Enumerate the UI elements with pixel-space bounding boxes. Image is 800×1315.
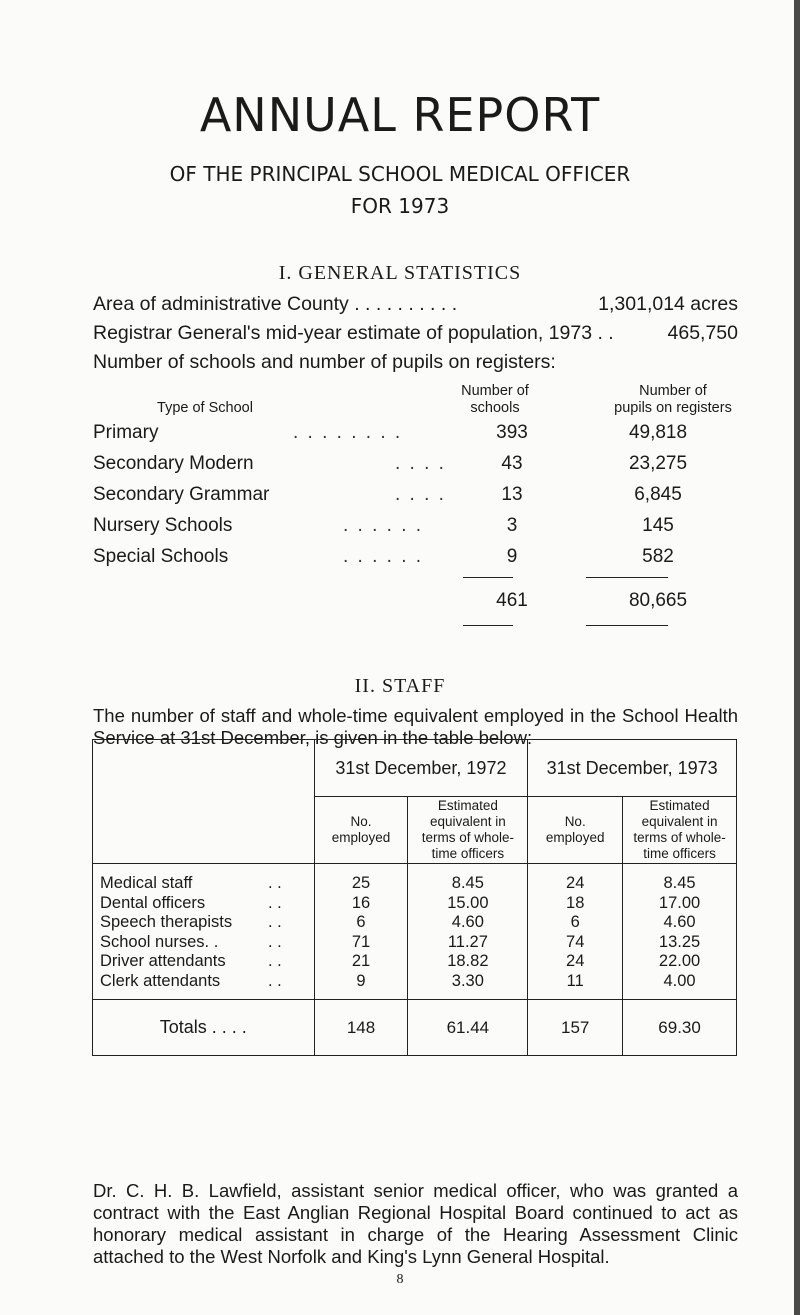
col-number-schools-line2: schools	[470, 400, 520, 416]
cell-value: 13.25	[658, 932, 701, 951]
col-no-1972	[314, 864, 408, 1000]
leader-dots: . . . .	[395, 453, 446, 474]
pupil-count: 49,818	[628, 422, 688, 443]
table-row	[100, 933, 314, 953]
col-type-of-school: Type of School	[157, 400, 253, 416]
leader-dots: . .	[268, 952, 282, 970]
cell-value: 25	[351, 874, 371, 892]
report-year: FOR 1973	[350, 194, 450, 218]
staff-label: Driver attendants	[100, 952, 226, 970]
total-eq-1972: 61.44	[408, 1000, 528, 1056]
cell-value: 18	[566, 893, 585, 912]
subheader-equivalent-1973	[623, 797, 737, 864]
subheader-text: equivalent in	[641, 814, 718, 829]
subheader-text: Estimated	[437, 798, 498, 813]
leader-dots: . . . . . .	[343, 515, 424, 536]
total-no-1972: 148	[314, 1000, 408, 1056]
subheader-text: terms of whole-	[633, 830, 726, 845]
school-type: Nursery Schools	[93, 515, 233, 536]
pupil-count: 6,845	[634, 484, 682, 505]
school-total-row	[93, 590, 733, 616]
leader-dots: . .	[268, 971, 282, 990]
total-pupils: 80,665	[628, 590, 688, 611]
school-count: 393	[496, 422, 528, 443]
total-eq-1973: 69.30	[623, 1000, 737, 1056]
table-row	[100, 952, 314, 972]
col-no-1973	[528, 864, 623, 1000]
col-eq-1972	[408, 864, 528, 1000]
school-count: 3	[506, 515, 518, 536]
school-row	[93, 484, 733, 510]
cell-value: 74	[566, 932, 585, 951]
header-1972: 31st December, 1972	[314, 740, 528, 797]
staff-label: School nurses. .	[100, 932, 219, 951]
cell-value: 24	[566, 952, 585, 970]
population-value: 465,750	[667, 322, 738, 344]
cell-value: 11	[566, 971, 584, 990]
cell-value: 21	[351, 952, 371, 970]
col-number-pupils-line2: pupils on registers	[614, 400, 732, 416]
school-row	[93, 515, 733, 541]
cell-value: 6	[356, 913, 366, 931]
subheader-no-employed-1973	[528, 797, 623, 864]
school-type: Secondary Modern	[93, 453, 254, 474]
leader-dots: . . . . . .	[343, 546, 424, 567]
staff-label: Speech therapists	[100, 913, 233, 931]
table-row	[100, 913, 314, 933]
sum-rule	[463, 577, 513, 578]
cell-value: 3.30	[451, 971, 484, 990]
subheader-text: time officers	[643, 846, 716, 861]
school-type: Special Schools	[93, 546, 229, 567]
subheader-no-employed-1972	[314, 797, 408, 864]
cell-value: 9	[356, 971, 366, 990]
school-count: 9	[506, 546, 518, 567]
subheader-text: equivalent in	[429, 814, 506, 829]
school-count: 13	[501, 484, 523, 505]
staff-label: Clerk attendants	[100, 971, 221, 990]
school-row	[93, 422, 733, 448]
table-row	[100, 894, 314, 914]
col-eq-1973	[623, 864, 737, 1000]
section-staff-heading: II. STAFF	[354, 675, 446, 697]
leader-dots: . .	[268, 932, 282, 951]
population-label: Registrar General's mid-year estimate of population, 1973 . .	[93, 322, 614, 344]
school-type: Primary	[93, 422, 159, 443]
report-title: ANNUAL REPORT	[199, 88, 601, 142]
table-corner-cell	[93, 740, 315, 864]
subheader-text: terms of whole-	[421, 830, 514, 845]
section-general-statistics-heading: I. GENERAL STATISTICS	[278, 262, 522, 284]
page-number: 8	[396, 1272, 404, 1287]
cell-value: 4.00	[663, 971, 696, 990]
subheader-text: No.	[350, 814, 372, 829]
subheader-equivalent-1972	[408, 797, 528, 864]
cell-value: 4.60	[663, 913, 696, 931]
leader-dots: . . . .	[395, 484, 446, 505]
school-count: 43	[501, 453, 523, 474]
cell-value: 17.00	[658, 893, 701, 912]
school-type: Secondary Grammar	[93, 484, 270, 505]
staff-label: Medical staff	[100, 874, 193, 892]
total-rule	[586, 625, 668, 626]
subheader-text: employed	[331, 830, 391, 845]
cell-value: 6	[570, 913, 580, 931]
cell-value: 16	[351, 893, 371, 912]
school-row	[93, 546, 733, 572]
leader-dots: . . . . . . . .	[293, 422, 403, 443]
cell-value: 4.60	[451, 913, 484, 931]
subheader-text: time officers	[431, 846, 505, 861]
cell-value: 24	[566, 874, 585, 892]
staff-labels	[93, 864, 315, 1000]
staff-label: Dental officers	[100, 893, 206, 912]
cell-value: 8.45	[451, 874, 484, 892]
leader-dots: . .	[268, 893, 282, 912]
pupil-count: 582	[642, 546, 674, 567]
closing-paragraph: Dr. C. H. B. Lawfield, assistant senior medical officer, who was granted a contract with the East Anglian Regional Hospital Board continued to act as honorary medical assistant in charge of the Hearing Assessment Clinic attached to the West Norfolk and King's Lynn General Hospital.	[93, 1180, 738, 1267]
schools-intro: Number of schools and number of pupils on registers:	[93, 351, 556, 373]
area-label: Area of administrative County . . . . . . . . . .	[93, 293, 458, 315]
leader-dots: . .	[268, 874, 282, 892]
leader-dots: . .	[268, 913, 282, 931]
subheader-text: Estimated	[649, 798, 710, 813]
staff-body	[93, 864, 737, 1000]
cell-value: 15.00	[447, 893, 489, 912]
col-number-schools-line1: Number of	[461, 383, 529, 399]
col-number-pupils-line1: Number of	[639, 383, 707, 399]
sum-rule	[586, 577, 668, 578]
header-1973: 31st December, 1973	[528, 740, 737, 797]
pupil-count: 23,275	[628, 453, 688, 474]
cell-value: 18.82	[447, 952, 489, 970]
report-subtitle: OF THE PRINCIPAL SCHOOL MEDICAL OFFICER	[169, 162, 631, 186]
total-rule	[463, 625, 513, 626]
table-row	[100, 874, 314, 894]
subheader-text: No.	[564, 814, 586, 829]
totals-label: Totals . . . .	[93, 1000, 315, 1056]
area-value: 1,301,014 acres	[598, 293, 738, 315]
cell-value: 22.00	[658, 952, 701, 970]
cell-value: 8.45	[663, 874, 696, 892]
cell-value: 11.27	[447, 932, 488, 951]
staff-table	[92, 739, 737, 1056]
pupil-count: 145	[642, 515, 674, 536]
table-row	[100, 972, 314, 992]
total-schools: 461	[496, 590, 528, 611]
total-no-1973: 157	[528, 1000, 623, 1056]
staff-intro: The number of staff and whole-time equivalent employed in the School Health Service at 31st December, is given in the table below:	[93, 705, 738, 748]
subheader-text: employed	[545, 830, 605, 845]
cell-value: 71	[351, 932, 371, 951]
totals-row	[93, 1000, 737, 1056]
school-row	[93, 453, 733, 479]
